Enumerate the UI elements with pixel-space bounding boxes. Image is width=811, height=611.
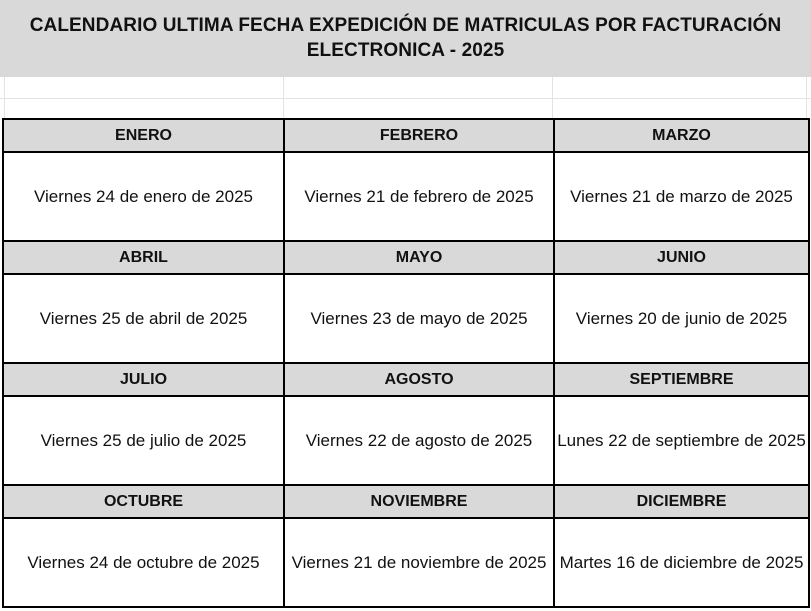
- month-header-row: [3, 485, 809, 518]
- deadline-date: Viernes 22 de agosto de 2025: [284, 396, 554, 485]
- empty-grid-rows: [0, 77, 811, 118]
- deadline-date: Viernes 20 de junio de 2025: [554, 274, 809, 363]
- deadline-date: Viernes 23 de mayo de 2025: [284, 274, 554, 363]
- deadline-date: Viernes 25 de abril de 2025: [3, 274, 284, 363]
- month-label: ENERO: [3, 119, 284, 152]
- deadline-date: Lunes 22 de septiembre de 2025: [554, 396, 809, 485]
- deadline-date: Viernes 21 de marzo de 2025: [554, 152, 809, 241]
- deadline-date: Viernes 25 de julio de 2025: [3, 396, 284, 485]
- month-label: SEPTIEMBRE: [554, 363, 809, 396]
- month-label: JULIO: [3, 363, 284, 396]
- deadline-date: Viernes 21 de noviembre de 2025: [284, 518, 554, 607]
- date-row: [3, 396, 809, 485]
- month-label: MAYO: [284, 241, 554, 274]
- deadline-date: Viernes 21 de febrero de 2025: [284, 152, 554, 241]
- deadline-date: Viernes 24 de enero de 2025: [3, 152, 284, 241]
- date-row: [3, 274, 809, 363]
- month-label: OCTUBRE: [3, 485, 284, 518]
- month-label: MARZO: [554, 119, 809, 152]
- deadline-date: Martes 16 de diciembre de 2025: [554, 518, 809, 607]
- month-label: JUNIO: [554, 241, 809, 274]
- month-label: DICIEMBRE: [554, 485, 809, 518]
- document-title: CALENDARIO ULTIMA FECHA EXPEDICIÓN DE MATRICULAS POR FACTURACIÓN ELECTRONICA - 2025: [29, 15, 782, 61]
- calendar-table: [2, 118, 810, 608]
- month-label: FEBRERO: [284, 119, 554, 152]
- date-row: [3, 518, 809, 607]
- title-band: [0, 0, 811, 77]
- month-label: AGOSTO: [284, 363, 554, 396]
- month-header-row: [3, 363, 809, 396]
- month-header-row: [3, 241, 809, 274]
- month-label: ABRIL: [3, 241, 284, 274]
- deadline-date: Viernes 24 de octubre de 2025: [3, 518, 284, 607]
- date-row: [3, 152, 809, 241]
- month-header-row: [3, 119, 809, 152]
- month-label: NOVIEMBRE: [284, 485, 554, 518]
